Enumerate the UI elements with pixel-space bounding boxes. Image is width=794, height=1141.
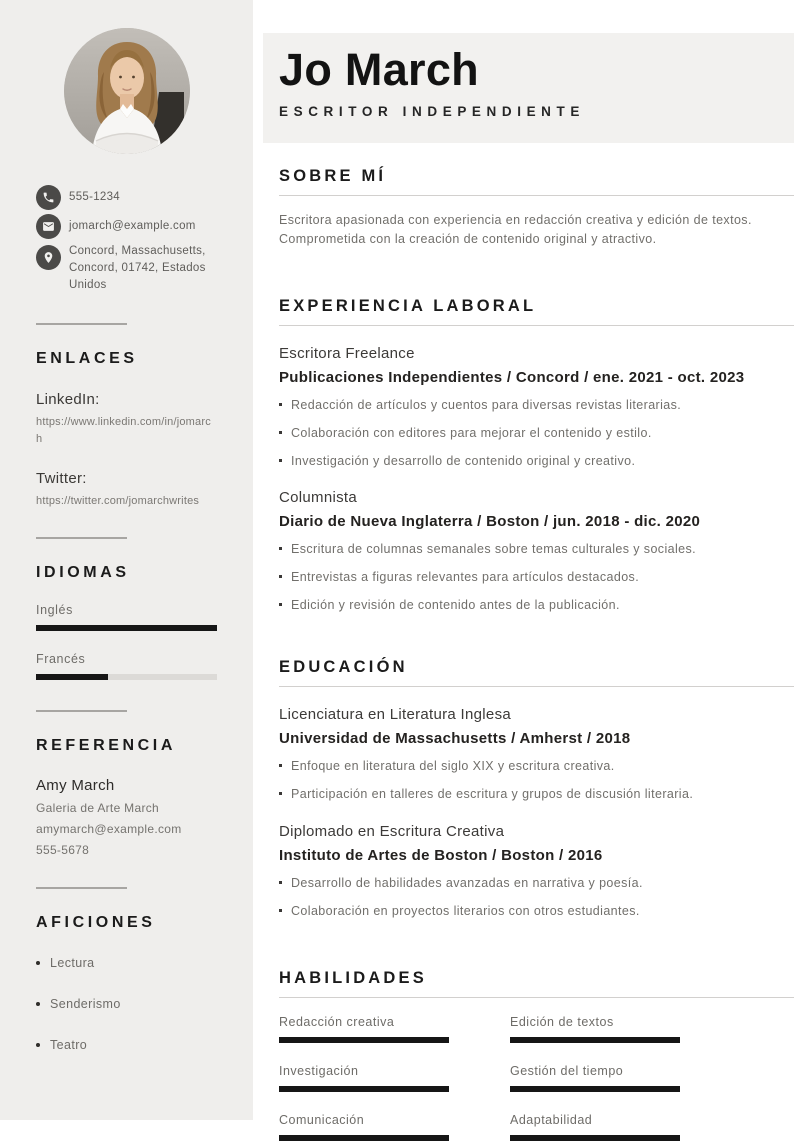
experience-entry [279, 489, 794, 614]
reference-organization: Galeria de Arte March [36, 800, 160, 815]
skills-heading: HABILIDADES [279, 969, 794, 998]
profile-photo-illustration [64, 28, 190, 154]
twitter-label: Twitter: [36, 470, 87, 488]
section-skills [279, 969, 794, 1141]
section-about [279, 167, 794, 250]
job-role: Escritora Freelance [279, 344, 415, 362]
reference-name: Amy March [36, 776, 115, 794]
language-name: Francés [36, 651, 86, 666]
skill-item [279, 1113, 449, 1141]
degree-meta: Universidad de Massachusetts / Amherst / 2018 [279, 730, 631, 747]
skill-level-track [279, 1135, 449, 1141]
skill-level-track [279, 1037, 449, 1043]
location-pin-icon [36, 245, 61, 270]
sidebar [0, 0, 253, 1120]
job-bullet-list [279, 397, 794, 470]
avatar [64, 28, 190, 154]
sidebar-divider [36, 323, 127, 325]
skills-grid [279, 1015, 794, 1141]
skill-item [279, 1064, 449, 1092]
language-level-track [36, 625, 217, 631]
hobbies-section-heading: AFICIONES [36, 913, 156, 931]
main-column [253, 0, 794, 1127]
job-meta: Diario de Nueva Inglaterra / Boston / jun. 2018 - dic. 2020 [279, 513, 701, 531]
bullet-item [279, 397, 794, 414]
skill-level-bar [279, 1086, 449, 1092]
skill-level-track [279, 1086, 449, 1092]
language-level-bar [36, 625, 217, 631]
language-item-english [36, 603, 217, 631]
skill-name: Adaptabilidad [510, 1112, 593, 1127]
bullet-text: Colaboración con editores para mejorar el contenido y estilo. [291, 425, 652, 440]
degree-title: Licenciatura en Literatura Inglesa [279, 706, 512, 723]
linkedin-label: LinkedIn: [36, 391, 100, 409]
degree-bullet-list [279, 875, 794, 920]
bullet-item [279, 597, 794, 614]
bullet-dot-icon [36, 1043, 40, 1047]
bullet-square-icon [279, 792, 282, 795]
hobby-list [36, 956, 217, 1052]
skill-item [510, 1113, 680, 1141]
skill-level-track [510, 1135, 680, 1141]
bullet-text: Investigación y desarrollo de contenido original y creativo. [291, 453, 636, 468]
linkedin-url[interactable]: https://www.linkedin.com/in/jomarch [36, 416, 211, 445]
bullet-square-icon [279, 459, 282, 462]
experience-heading: EXPERIENCIA LABORAL [279, 297, 794, 326]
hobby-item [36, 1038, 217, 1052]
skill-item [510, 1064, 680, 1092]
job-meta: Publicaciones Independientes / Concord / ene. 2021 - oct. 2023 [279, 368, 745, 386]
phone-icon [36, 185, 61, 210]
links-section-heading: ENLACES [36, 350, 138, 368]
sidebar-divider [36, 887, 127, 889]
sidebar-divider [36, 710, 127, 712]
bullet-text: Participación en talleres de escritura y grupos de discusión literaria. [291, 786, 694, 801]
degree-title: Diplomado en Escritura Creativa [279, 822, 505, 840]
skill-name: Redacción creativa [279, 1014, 395, 1029]
education-entry [279, 823, 794, 920]
bullet-square-icon [279, 403, 282, 406]
main-content [279, 167, 794, 1141]
bullet-text: Colaboración en proyectos literarios con otros estudiantes. [291, 903, 640, 918]
experience-entry [279, 345, 794, 470]
bullet-item [279, 903, 794, 920]
bullet-item [279, 541, 794, 558]
skill-level-bar [279, 1037, 449, 1043]
person-job-title: ESCRITOR INDEPENDIENTE [279, 103, 585, 119]
contact-email-row [36, 214, 217, 239]
contact-list [36, 185, 217, 294]
skill-name: Comunicación [279, 1112, 365, 1127]
header-band [263, 33, 794, 143]
skill-name: Gestión del tiempo [510, 1063, 624, 1078]
language-level-bar [36, 674, 108, 680]
hobby-label: Senderismo [50, 996, 121, 1011]
language-item-french [36, 652, 217, 680]
bullet-square-icon [279, 909, 282, 912]
education-heading: EDUCACIÓN [279, 658, 794, 687]
languages-section-heading: IDIOMAS [36, 563, 130, 581]
degree-meta: Instituto de Artes de Boston / Boston / 2016 [279, 846, 603, 864]
language-name: Inglés [36, 602, 73, 617]
bullet-text: Desarrollo de habilidades avanzadas en narrativa y poesía. [291, 875, 643, 890]
reference-email: amymarch@example.com [36, 821, 182, 836]
bullet-square-icon [279, 431, 282, 434]
skill-item [510, 1015, 680, 1043]
twitter-url[interactable]: https://twitter.com/jomarchwrites [36, 495, 200, 508]
degree-bullet-list [279, 758, 794, 803]
skill-name: Edición de textos [510, 1014, 614, 1029]
skill-level-bar [510, 1037, 680, 1043]
bullet-square-icon [279, 575, 282, 578]
email-icon [36, 214, 61, 239]
bullet-square-icon [279, 547, 282, 550]
hobby-item [36, 997, 217, 1011]
bullet-square-icon [279, 764, 282, 767]
bullet-text: Escritura de columnas semanales sobre temas culturales y sociales. [291, 542, 697, 557]
skill-level-bar [279, 1135, 449, 1141]
reference-phone: 555-5678 [36, 842, 90, 857]
bullet-text: Entrevistas a figuras relevantes para artículos destacados. [291, 570, 640, 585]
skill-level-bar [510, 1086, 680, 1092]
bullet-item [279, 758, 794, 775]
bullet-item [279, 786, 794, 803]
section-experience [279, 297, 794, 614]
email-address: jomarch@example.com [69, 219, 196, 232]
bullet-square-icon [279, 603, 282, 606]
bullet-dot-icon [36, 961, 40, 965]
phone-number: 555-1234 [69, 190, 120, 203]
reference-section-heading: REFERENCIA [36, 736, 177, 754]
bullet-item [279, 425, 794, 442]
education-entry [279, 706, 794, 803]
skill-item [279, 1015, 449, 1043]
skill-name: Investigación [279, 1063, 359, 1078]
hobby-label: Lectura [50, 955, 95, 970]
contact-phone-row [36, 185, 217, 210]
link-item-linkedin [36, 391, 217, 447]
hobby-label: Teatro [50, 1037, 88, 1052]
section-education [279, 658, 794, 920]
person-name: Jo March [279, 44, 479, 95]
bullet-item [279, 569, 794, 586]
link-item-twitter [36, 470, 217, 510]
location-text: Concord, Massachusetts, Concord, 01742, Estados Unidos [69, 245, 206, 292]
sidebar-divider [36, 537, 127, 539]
language-level-track [36, 674, 217, 680]
about-text: Escritora apasionada con experiencia en redacción creativa y edición de textos. Comprometida con la creación de contenido original y atractivo. [279, 213, 752, 247]
bullet-text: Enfoque en literatura del siglo XIX y escritura creativa. [291, 759, 615, 773]
job-bullet-list [279, 541, 794, 614]
skill-level-track [510, 1086, 680, 1092]
skill-level-track [510, 1037, 680, 1043]
bullet-text: Edición y revisión de contenido antes de la publicación. [291, 598, 620, 613]
contact-location-row [36, 243, 217, 294]
bullet-item [279, 453, 794, 470]
bullet-item [279, 875, 794, 892]
bullet-square-icon [279, 881, 282, 884]
skill-level-bar [510, 1135, 680, 1141]
bullet-dot-icon [36, 1002, 40, 1006]
job-role: Columnista [279, 489, 358, 507]
hobby-item [36, 956, 217, 970]
about-heading: SOBRE MÍ [279, 167, 794, 196]
bullet-text: Redacción de artículos y cuentos para diversas revistas literarias. [291, 397, 682, 412]
